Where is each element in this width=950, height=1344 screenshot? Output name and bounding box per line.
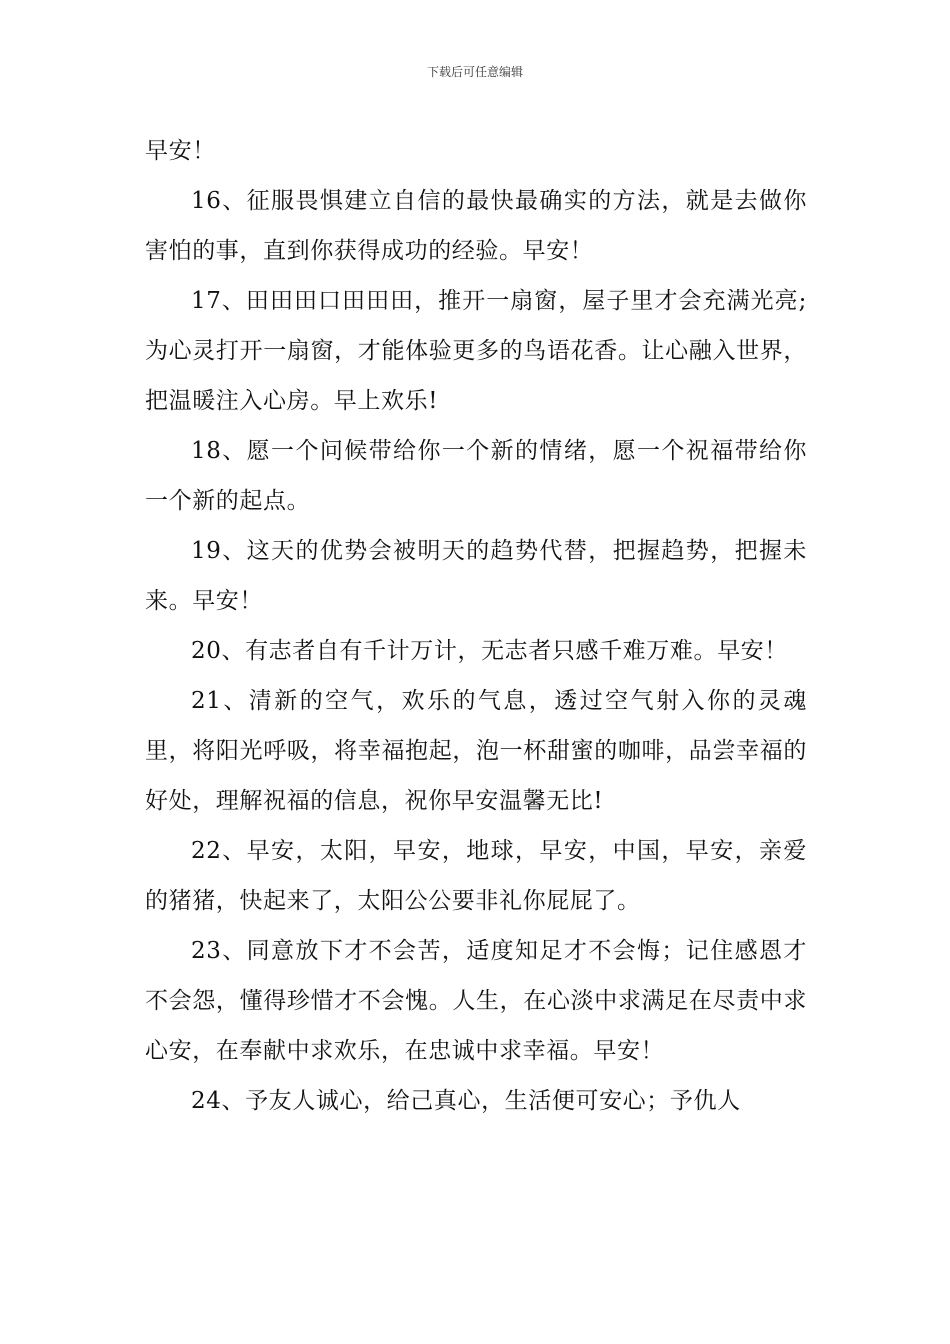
paragraph-16: 16、征服畏惧建立自信的最快最确实的方法，就是去做你害怕的事，直到你获得成功的经验。早安！ <box>145 188 807 264</box>
paragraph-21: 21、清新的空气，欢乐的气息，透过空气射入你的灵魂里，将阳光呼吸，将幸福抱起，泡一杯甜蜜的咖啡，品尝幸福的好处，理解祝福的信息，祝你早安温馨无比! <box>145 688 807 814</box>
paragraph-20: 20、有志者自有千计万计，无志者只感千难万难。早安！ <box>191 638 788 664</box>
paragraph-22: 22、早安，太阳，早安，地球，早安，中国，早安，亲爱的猪猪，快起来了，太阳公公要非礼你屁屁了。 <box>145 838 807 914</box>
paragraph-24: 24、予友人诚心，给己真心，生活便可安心；予仇人 <box>191 1088 741 1114</box>
paragraph-23: 23、同意放下才不会苦，适度知足才不会悔；记住感恩才不会怨，懂得珍惜才不会愧。人生，在心淡中求满足在尽责中求心安，在奉献中求欢乐，在忠诚中求幸福。早安！ <box>145 938 807 1064</box>
paragraph-continuation: 早安！ <box>145 138 216 164</box>
paragraph-18: 18、愿一个问候带给你一个新的情绪，愿一个祝福带给你一个新的起点。 <box>145 438 807 514</box>
paragraph-17: 17、田田田口田田田，推开一扇窗，屋子里才会充满光亮;为心灵打开一扇窗，才能体验更多的鸟语花香。让心融入世界，把温暖注入心房。早上欢乐! <box>145 288 807 414</box>
document-body <box>145 126 807 1126</box>
page-header: 下载后可任意编辑 <box>426 65 523 79</box>
paragraph-19: 19、这天的优势会被明天的趋势代替，把握趋势，把握未来。早安！ <box>145 538 807 614</box>
